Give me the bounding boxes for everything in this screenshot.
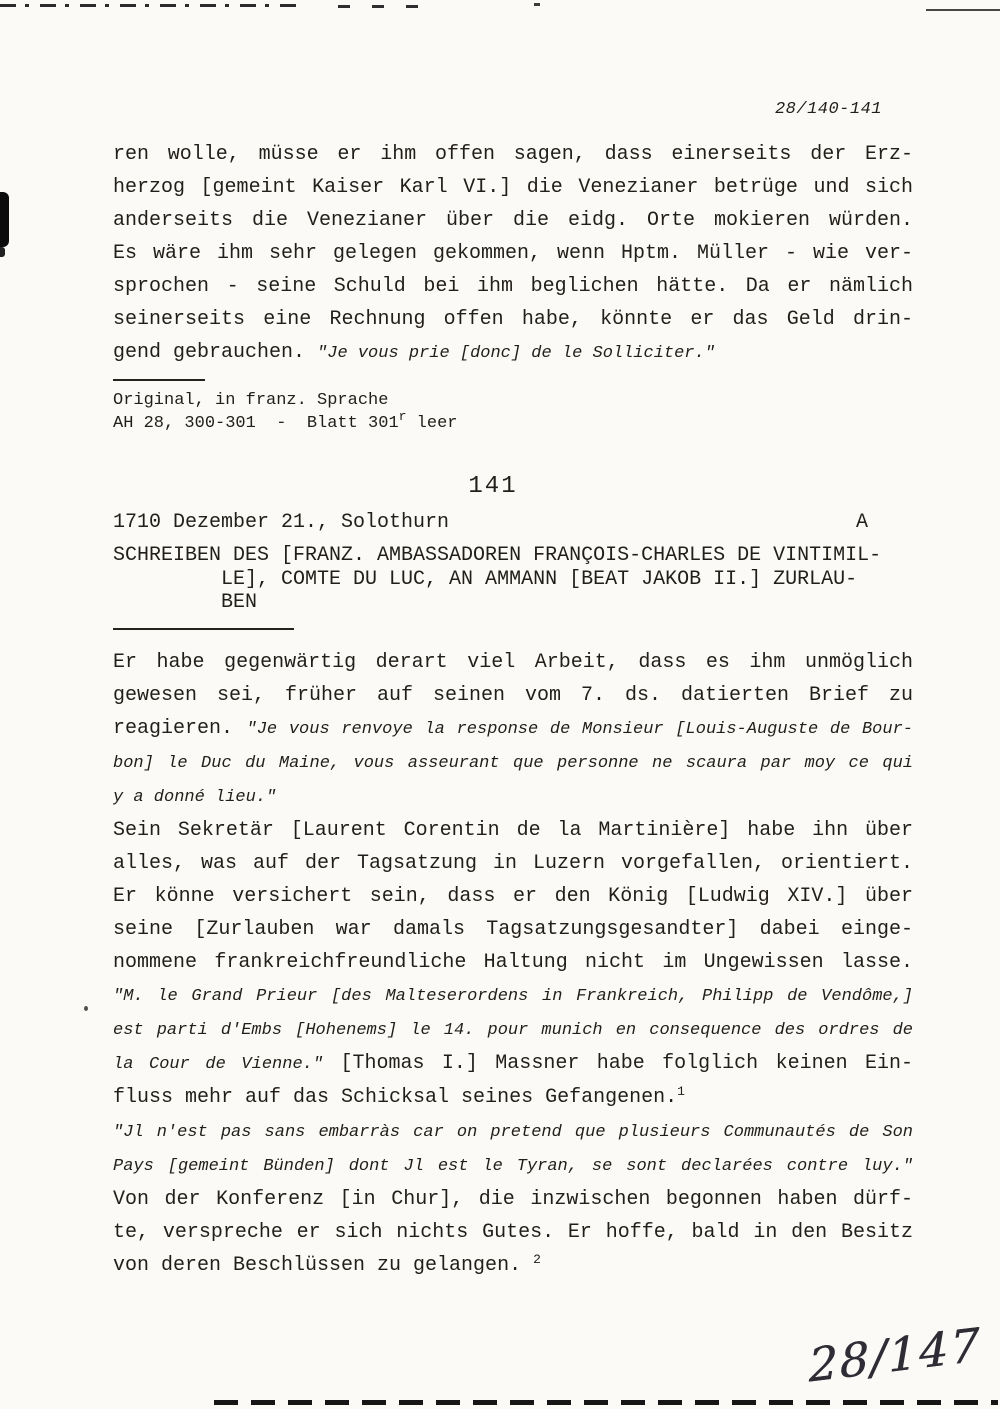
text-segment: leer bbox=[406, 414, 458, 433]
text-line bbox=[113, 780, 913, 814]
document-body bbox=[113, 646, 913, 1283]
text-segment: SCHREIBEN DES [FRANZ. AMBASSADOREN FRANÇOIS-CHARLES DE VINTIMIL- bbox=[113, 544, 882, 567]
source-note bbox=[113, 389, 913, 435]
text-line bbox=[113, 1013, 913, 1047]
text-line bbox=[113, 1149, 913, 1183]
scan-artifact-top-dot bbox=[534, 3, 540, 6]
text-segment: te, verspreche er sich nichts Gutes. Er hoffe, bald in den Besitz bbox=[113, 1220, 913, 1244]
date-place: 1710 Dezember 21., Solothurn bbox=[113, 511, 450, 534]
text-segment: "Je vous prie [donc] de le Solliciter." bbox=[317, 344, 715, 363]
text-line bbox=[113, 237, 913, 270]
superscript-note: r bbox=[398, 409, 407, 424]
text-segment: Original, in franz. Sprache bbox=[113, 391, 389, 410]
text-segment: Von der Konferenz [in Chur], die inzwischen begonnen haben dürf- bbox=[113, 1187, 913, 1211]
text-segment: fluss mehr auf das Schicksal seines Gefangenen. bbox=[113, 1085, 678, 1109]
text-line bbox=[113, 138, 913, 171]
scan-artifact-left-blob-small bbox=[0, 247, 5, 257]
text-segment: herzog [gemeint Kaiser Karl VI.] die Venezianer betrüge und sich bbox=[113, 176, 913, 199]
text-segment: von deren Beschlüssen zu gelangen. bbox=[113, 1253, 522, 1277]
text-line bbox=[113, 847, 913, 880]
text-line bbox=[113, 880, 913, 913]
text-line bbox=[113, 646, 913, 679]
text-segment: AH 28, 300-301 - Blatt 301 bbox=[113, 414, 399, 433]
text-line bbox=[113, 946, 913, 979]
text-segment: reagieren. bbox=[113, 716, 247, 740]
text-line bbox=[113, 1115, 913, 1149]
text-segment: sprochen - seine Schuld bei ihm beglichen hätte. Da er nämlich bbox=[113, 275, 913, 298]
text-line bbox=[113, 270, 913, 303]
scan-artifact-top-dash-left bbox=[0, 4, 298, 7]
scan-artifact-mid-dot bbox=[84, 1006, 88, 1011]
text-segment: la Cour de Vienne." bbox=[113, 1054, 324, 1074]
text-segment: LE], COMTE DU LUC, AN AMMANN [BEAT JAKOB II.] ZURLAU- bbox=[113, 567, 858, 591]
handwritten-ref: 28/147 bbox=[808, 1317, 982, 1393]
text-segment: "Jl n'est pas sans embarràs car on pretend que plusieurs Communautés de Son bbox=[113, 1122, 913, 1142]
separator-rule-medium bbox=[113, 628, 294, 630]
text-line bbox=[113, 1183, 913, 1216]
text-line bbox=[113, 712, 913, 746]
text-segment: seinerseits eine Rechnung offen habe, könnte er das Geld drin- bbox=[113, 308, 913, 331]
text-line bbox=[113, 1216, 913, 1249]
text-segment: "M. le Grand Prieur [des Malteserordens in Frankreich, Philipp de Vendôme,] bbox=[113, 986, 913, 1006]
text-segment: Es wäre ihm sehr gelegen gekommen, wenn Hptm. Müller - wie ver- bbox=[113, 242, 913, 265]
date-row bbox=[113, 510, 913, 536]
text-segment: bon] le Duc du Maine, vous asseurant que personne ne scaura par moy ce qui bbox=[113, 753, 913, 773]
text-segment: Er könne versichert sein, dass er den König [Ludwig XIV.] über bbox=[113, 884, 913, 908]
superscript-note: 2 bbox=[533, 1251, 541, 1267]
scan-artifact-left-blob bbox=[0, 192, 9, 247]
text-segment: Pays [gemeint Bünden] dont Jl est le Tyran, se sont declarées contre luy." bbox=[113, 1156, 913, 1176]
text-segment: seine [Zurlauben war damals Tagsatzungsgesandter] dabei einge- bbox=[113, 917, 913, 941]
text-line bbox=[113, 1047, 913, 1081]
text-segment: alles, was auf der Tagsatzung in Luzern vorgefallen, orientiert. bbox=[113, 851, 913, 875]
text-line bbox=[113, 591, 913, 615]
text-segment bbox=[521, 1254, 533, 1277]
text-line bbox=[113, 409, 913, 435]
text-segment: nommene frankreichfreundliche Haltung nicht im Ungewissen lasse. bbox=[113, 950, 913, 974]
text-line bbox=[113, 979, 913, 1013]
superscript-note: 1 bbox=[677, 1083, 685, 1099]
document-heading bbox=[113, 544, 913, 615]
text-segment: Sein Sekretär [Laurent Corentin de la Martinière] habe ihn über bbox=[113, 818, 913, 842]
text-segment: y a donné lieu." bbox=[113, 787, 277, 807]
paragraph-continuation bbox=[113, 138, 913, 370]
text-line bbox=[113, 1249, 913, 1283]
scan-artifact-bottom-dash bbox=[214, 1400, 998, 1405]
text-line bbox=[113, 746, 913, 780]
text-line bbox=[113, 171, 913, 204]
document-letter: A bbox=[855, 511, 868, 534]
text-line bbox=[113, 568, 913, 592]
text-line bbox=[113, 913, 913, 946]
text-segment: BEN bbox=[113, 591, 258, 614]
text-column bbox=[113, 138, 913, 1283]
section-number: 141 bbox=[468, 473, 518, 500]
text-segment: ren wolle, müsse er ihm offen sagen, dass einerseits der Erz- bbox=[113, 143, 913, 166]
text-line bbox=[113, 303, 913, 336]
text-line bbox=[113, 336, 913, 370]
text-segment: gewesen sei, früher auf seinen vom 7. ds. datierten Brief zu bbox=[113, 683, 913, 707]
text-line bbox=[113, 1081, 913, 1115]
scan-artifact-top-dash-mid bbox=[338, 5, 430, 8]
text-line bbox=[113, 389, 913, 412]
text-segment: anderseits die Venezianer über die eidg. Orte mokieren würden. bbox=[113, 209, 913, 232]
page-header-ref: 28/140-141 bbox=[774, 100, 882, 119]
text-segment: gend gebrauchen. bbox=[113, 341, 318, 364]
text-line bbox=[113, 679, 913, 712]
separator-rule-short bbox=[113, 379, 205, 381]
text-line bbox=[113, 204, 913, 237]
text-segment: Er habe gegenwärtig derart viel Arbeit, dass es ihm unmöglich bbox=[113, 650, 913, 674]
text-segment: "Je vous renvoye la response de Monsieur [Louis-Auguste de Bour- bbox=[246, 719, 913, 739]
text-segment: est parti d'Embs [Hohenems] le 14. pour munich en consequence des ordres de bbox=[113, 1020, 913, 1040]
text-line bbox=[113, 544, 913, 568]
scan-artifact-top-dash-right bbox=[926, 9, 1000, 11]
text-line bbox=[113, 814, 913, 847]
text-segment: [Thomas I.] Massner habe folglich keinen Ein- bbox=[323, 1051, 913, 1075]
